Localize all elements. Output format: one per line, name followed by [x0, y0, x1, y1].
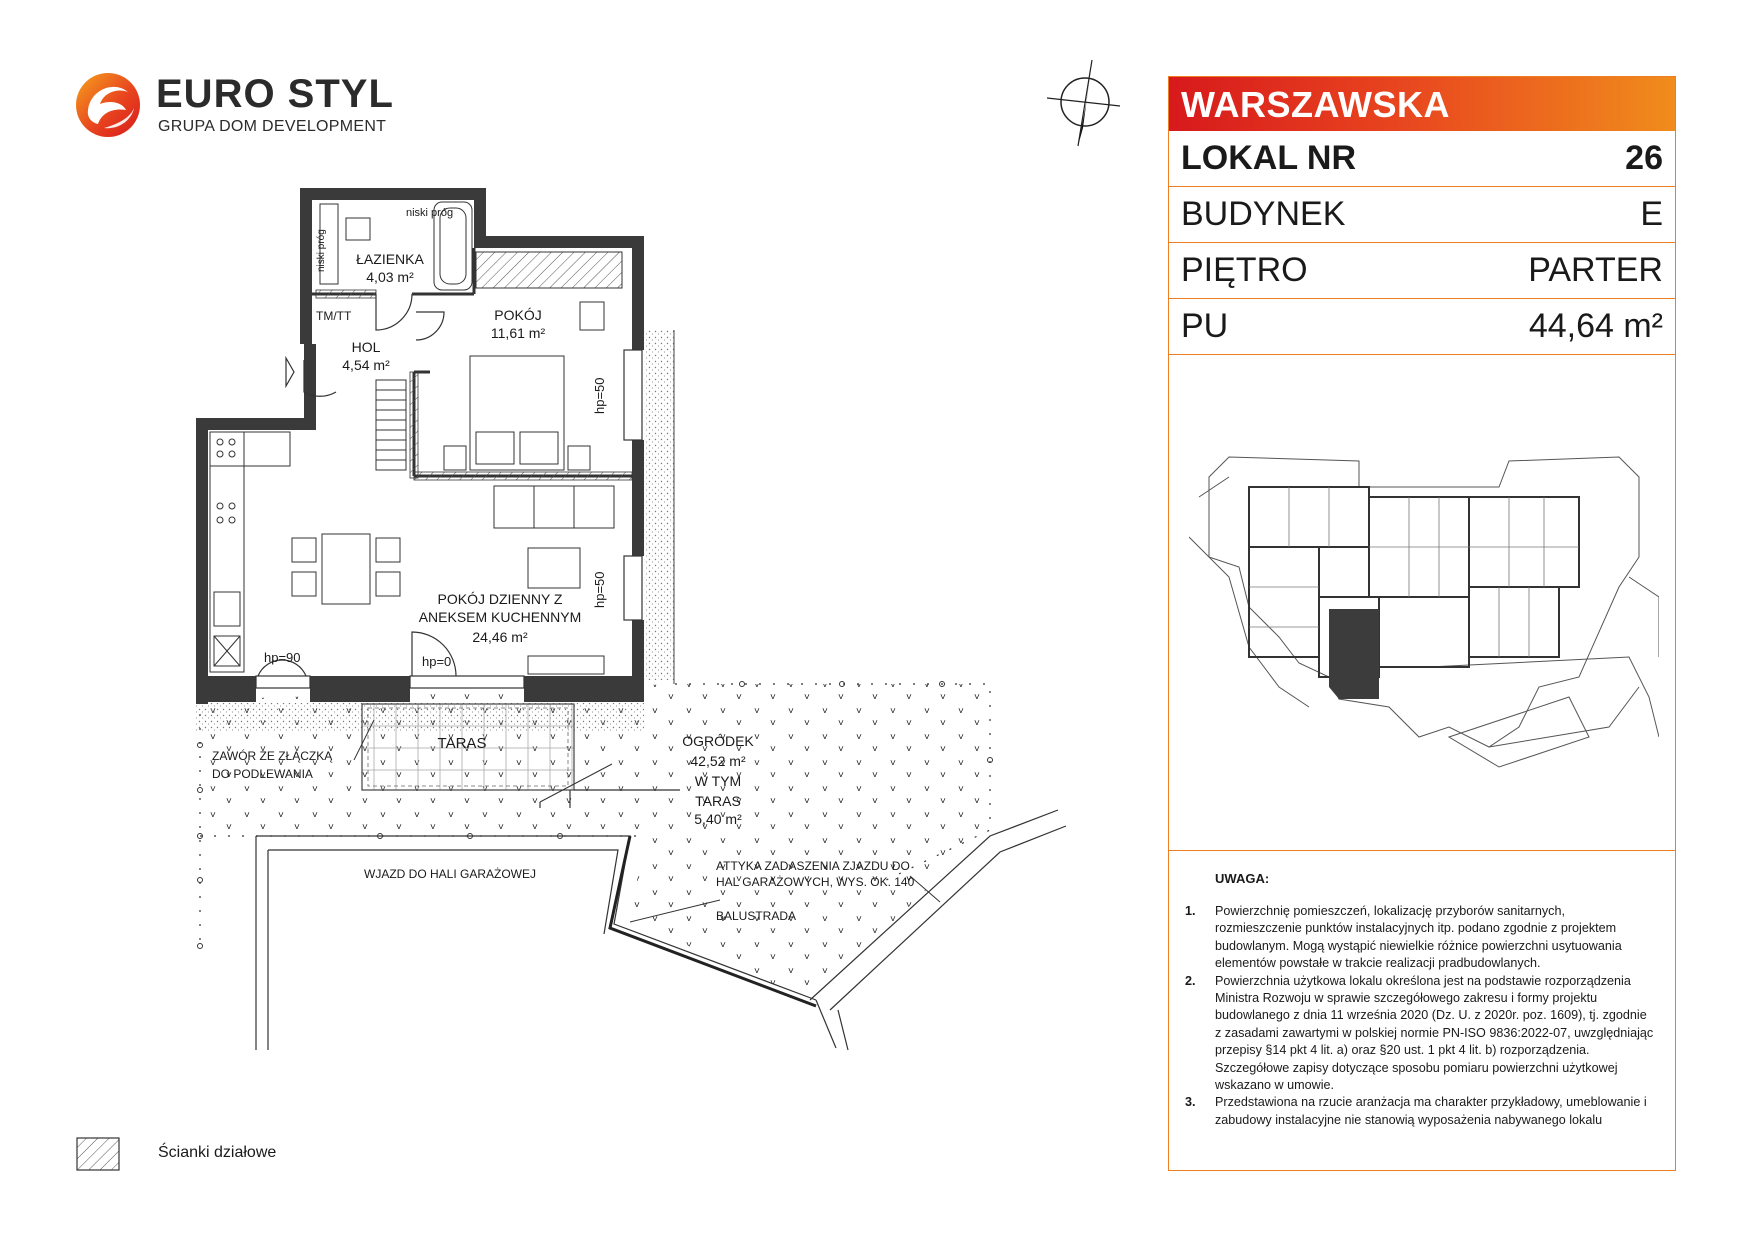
brand-subtitle: GRUPA DOM DEVELOPMENT [158, 118, 387, 135]
note-number: 2. [1185, 973, 1196, 988]
railing-label: BALUSTRADA [716, 909, 797, 923]
notes-title: UWAGA: [1215, 871, 1270, 886]
hall-name: HOL [351, 339, 381, 355]
note-number: 3. [1185, 1095, 1196, 1110]
north-arrow-icon [1047, 60, 1120, 146]
bathroom-area: 4,03 m² [366, 269, 414, 285]
note-text: Powierzchnia użytkowa lokalu określona jest na podstawie rozporządzenia Ministra Rozwoju w sprawie szczegółowego zakresu i formy projektu budowlanego z dnia 11 września 2020 (Dz. U. z 2020r. poz. 1609), tj. zgodnie z zasadami zawartymi w polskiej normie PN-ISO 9836:2022-07, uwzględniając przepisy §14 pkt 4 lit. a) oraz §20 ust. 1 pkt 4 lit. b) rozporządzenia. Szczegółowe zapisy dotyczące sposobu pomiaru powierzchni użytkowej wskazano w umowie. [1215, 973, 1654, 1093]
investment-name: WARSZAWSKA [1169, 77, 1675, 131]
hp0-label: hp=0 [422, 654, 452, 669]
floor-label: PIĘTRO [1181, 251, 1308, 289]
notes-section [1169, 850, 1675, 1171]
highlighted-unit [1329, 609, 1379, 687]
tmtt-label: TM/TT [316, 309, 352, 323]
info-panel [1168, 76, 1676, 1171]
kitchen-units [210, 432, 290, 672]
note-text: Powierzchnię pomieszczeń, lokalizację przyborów sanitarnych, rozmieszczenie punktów instalacyjnych itp. podano zgodnie z projektem budowlanym. Mogą wystąpić niewielkie różnice powierzchni usytuowania elementów powstałe w trakcie realizacji pradbudowlanych. [1215, 904, 1622, 971]
hall-stairs [376, 380, 406, 470]
note-number: 1. [1185, 904, 1196, 918]
area-label: PU [1181, 307, 1229, 345]
garden-line3: W TYM [694, 773, 742, 789]
note-item [1185, 903, 1655, 973]
building-key-plan [1189, 437, 1659, 857]
living-name-line2: ANEKSEM KUCHENNYM [418, 609, 582, 625]
unit-number-value: 26 [1625, 139, 1663, 177]
valve-line1: ZAWÓR ZE ZŁĄCZKĄ [212, 749, 333, 763]
living-name-line1: POKÓJ DZIENNY Z [437, 591, 563, 607]
brand-name: EURO STYL [156, 72, 394, 116]
row-floor [1169, 243, 1675, 299]
note-item [1185, 1094, 1655, 1129]
row-building [1169, 187, 1675, 243]
living-area: 24,46 m² [472, 629, 528, 645]
bedroom-area: 11,61 m² [490, 325, 546, 341]
row-area [1169, 299, 1675, 355]
attic-line2: HAL GARAŻOWYCH, WYS. OK. 140 [716, 875, 915, 889]
garden-line5: 5,40 m² [694, 811, 742, 827]
bedroom-name: POKÓJ [494, 307, 542, 323]
bathroom-name: ŁAZIENKA [356, 251, 424, 267]
garden-line2: 42,52 m² [690, 753, 746, 769]
garage-label: WJAZD DO HALI GARAŻOWEJ [364, 867, 537, 881]
garden-line1: OGRÓDEK [682, 733, 754, 749]
building-value: E [1640, 195, 1663, 233]
valve-line2: DO PODLEWANIA [212, 767, 313, 781]
unit-number-label: LOKAL NR [1181, 139, 1357, 177]
note-item [1185, 973, 1655, 1095]
floor-value: PARTER [1528, 251, 1663, 289]
terrace-label: TARAS [437, 735, 487, 752]
hp50-label-b: hp=50 [592, 571, 607, 608]
hp90-label: hp=90 [264, 650, 301, 665]
building-label: BUDYNEK [1181, 195, 1346, 233]
living-furniture [292, 486, 614, 674]
legend-label: Ścianki działowe [158, 1144, 277, 1161]
partition-wall-swatch-icon [76, 1137, 120, 1171]
notes-list [1185, 903, 1655, 1129]
gravel-strip-side [644, 330, 674, 680]
hp50-label-a: hp=50 [592, 377, 607, 414]
low-sill-label: niski próg [406, 207, 454, 219]
note-text: Przedstawiona na rzucie aranżacja ma charakter przykładowy, umeblowanie i zabudowy instalacyjne nie stanowią wyposażenia nabywanego lokalu [1215, 1095, 1647, 1127]
hall-area: 4,54 m² [342, 357, 390, 373]
garden-line4: TARAS [695, 793, 741, 809]
low-sill-label-2: niski próg [316, 229, 327, 272]
row-unit-number [1169, 131, 1675, 187]
area-value: 44,64 m² [1528, 307, 1663, 345]
attic-line1: ATTYKA ZADASZENIA ZJAZDU DO [716, 859, 910, 873]
